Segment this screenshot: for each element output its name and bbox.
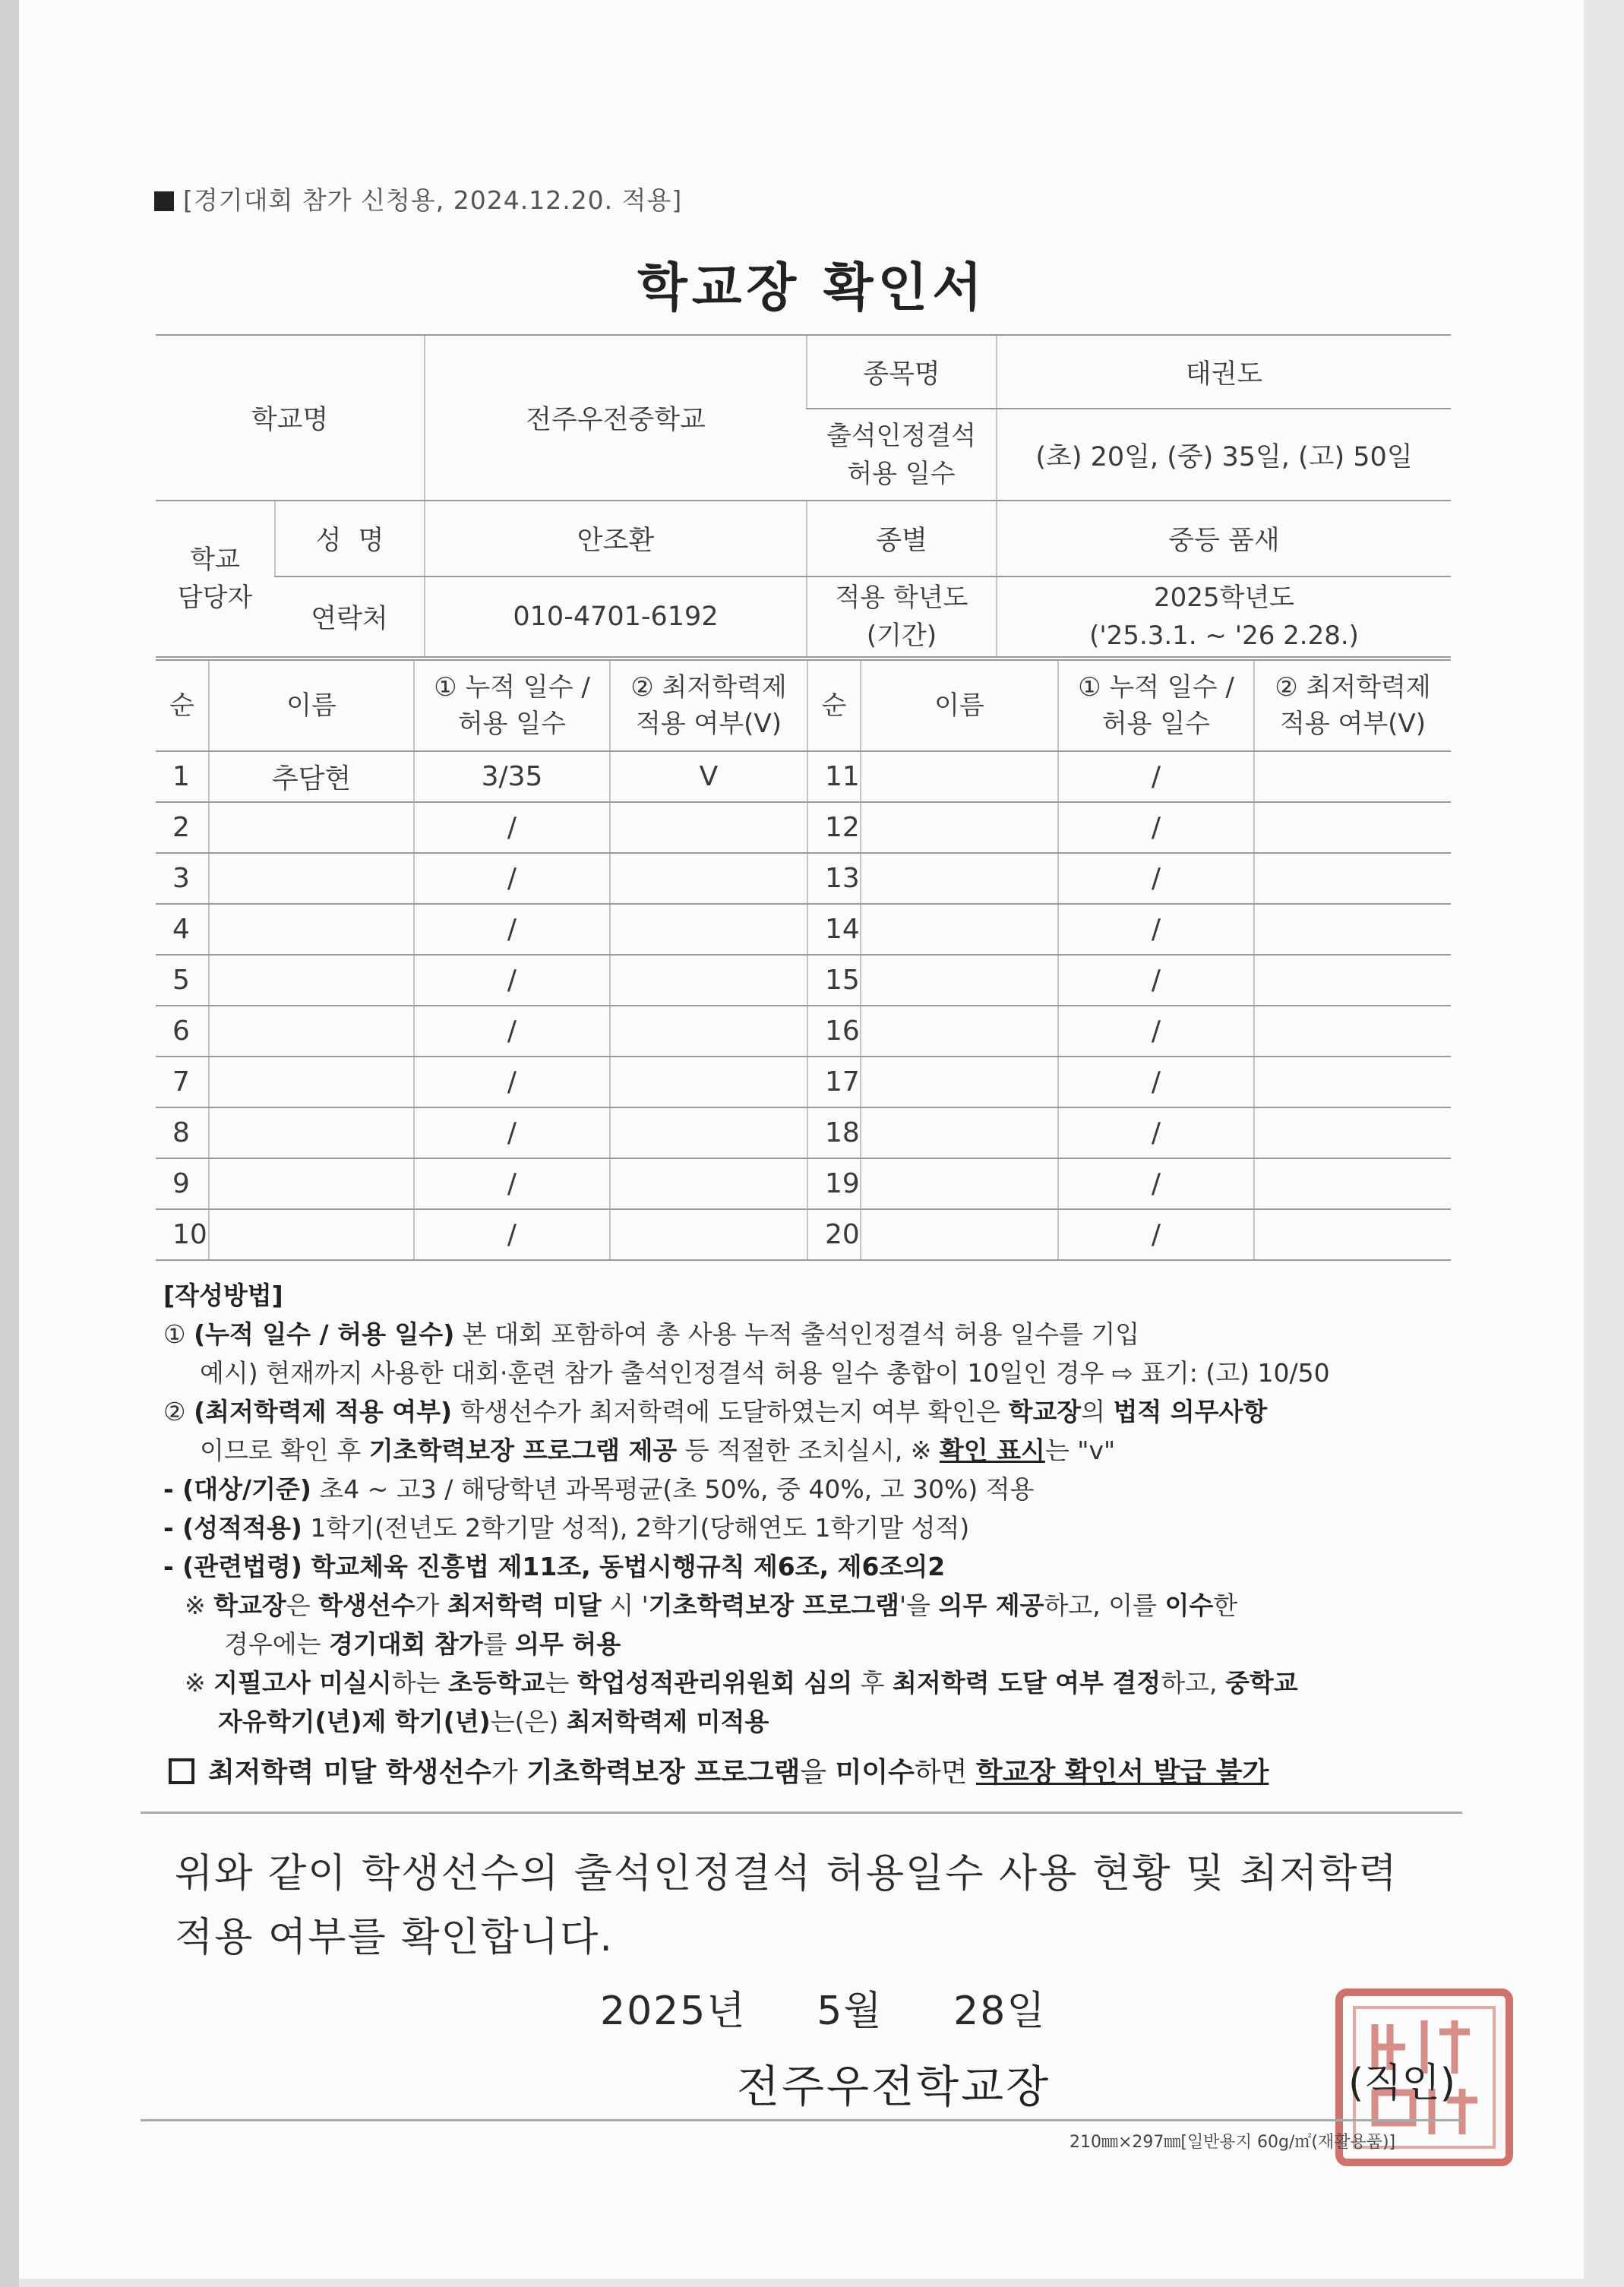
row-no: 6: [156, 1006, 209, 1057]
note-principal-t5: '을: [899, 1590, 939, 1620]
final-notice-t2: 을: [800, 1757, 836, 1788]
row-name-2: [861, 955, 1058, 1006]
row-min-2: [1254, 1107, 1451, 1158]
row-min-2: [1254, 1006, 1451, 1057]
row-days-2: /: [1058, 1209, 1254, 1260]
table-row: [156, 1006, 1451, 1057]
row-name: [209, 955, 414, 1006]
row-no-2: 13: [807, 853, 861, 904]
col-days-2-line1: ① 누적 일수 /: [1078, 672, 1234, 703]
col-no-2: 순: [807, 660, 861, 751]
row-days: /: [414, 1057, 610, 1107]
paper-spec-footer: 210㎜×297㎜[일반용지 60g/㎡(재활용품)]: [1070, 2133, 1396, 2152]
row-min-2: [1254, 904, 1451, 955]
instruction-2-cont-t2: 등 적절한 조치실시, ※: [677, 1436, 940, 1465]
row-name: 추담현: [209, 751, 414, 802]
note-exam-b5: 중학교: [1224, 1668, 1298, 1698]
col-min-2-line1: ② 최저학력제: [1275, 672, 1431, 703]
checkbox-arrow-icon: [169, 1758, 194, 1784]
col-days-line2: 허용 일수: [457, 709, 567, 739]
note-exam: [163, 1663, 1455, 1702]
note-principal-cont: [163, 1625, 1455, 1663]
row-days: /: [414, 853, 610, 904]
row-min: [610, 1107, 807, 1158]
note-exam-cont-b1: 자유학기(년)제 학기(년): [218, 1707, 491, 1736]
col-days: [414, 660, 610, 751]
row-days: /: [414, 1158, 610, 1209]
row-min: [610, 1209, 807, 1260]
instruction-target-bold: - (대상/기준): [163, 1474, 311, 1504]
school-value: 전주우전중학교: [425, 335, 807, 501]
table-row: [156, 955, 1451, 1006]
final-notice-t1: 가: [491, 1757, 527, 1788]
row-min: [610, 1158, 807, 1209]
year-value-line2: ('25.3.1. ~ '26 2.28.): [1089, 621, 1359, 651]
final-notice-b3: 미이수: [835, 1757, 915, 1788]
manager-label-line2: 담당자: [177, 583, 253, 613]
background-edge: [0, 0, 19, 2287]
row-name-2: [861, 904, 1058, 955]
final-notice: [169, 1751, 1269, 1789]
row-name: [209, 1006, 414, 1057]
row-name-2: [861, 751, 1058, 802]
note-exam-t1: ※: [185, 1668, 214, 1698]
note-principal-t4: 시 ': [601, 1590, 649, 1620]
row-min-2: [1254, 1158, 1451, 1209]
instruction-2-cont-t3: 는 "v": [1044, 1436, 1116, 1465]
absence-label: [807, 409, 997, 501]
instruction-target: [163, 1470, 1455, 1508]
note-principal-b6: 이수: [1164, 1590, 1214, 1620]
instruction-2-text: 학생선수가 최저학력에 도달하였는지 여부 확인은: [452, 1397, 1009, 1426]
row-no-2: 12: [807, 802, 861, 853]
row-days-2: /: [1058, 853, 1254, 904]
contact-label: 연락처: [275, 576, 425, 657]
table-row: [156, 1209, 1451, 1260]
note-principal-cont-t1: 경우에는: [224, 1629, 330, 1659]
row-no: 4: [156, 904, 209, 955]
row-days-2: /: [1058, 751, 1254, 802]
absence-value: (초) 20일, (중) 35일, (고) 50일: [997, 409, 1451, 501]
table-row: [156, 853, 1451, 904]
final-notice-b2: 기초학력보장 프로그램: [526, 1757, 801, 1788]
name-label: 성 명: [275, 501, 425, 576]
row-name-2: [861, 1006, 1058, 1057]
final-notice-b4: 학교장 확인서 발급 불가: [975, 1757, 1269, 1788]
instructions-heading: [작성방법]: [163, 1281, 283, 1310]
col-name-2: 이름: [861, 660, 1058, 751]
category-value: 중등 품새: [997, 501, 1451, 576]
table-row: [156, 802, 1451, 853]
table-row: [156, 1158, 1451, 1209]
form-usage-note: [154, 181, 682, 216]
note-principal-b1: 학교장: [213, 1590, 286, 1620]
statement-line1: 위와 같이 학생선수의 출석인정결석 허용일수 사용 현황 및 최저학력: [175, 1851, 1398, 1897]
confirmation-statement: [175, 1842, 1466, 1970]
student-table: [156, 659, 1451, 1261]
row-name-2: [861, 1158, 1058, 1209]
instruction-2-cont-b1: 기초학력보장 프로그램 제공: [368, 1436, 678, 1465]
table-row: [156, 1057, 1451, 1107]
note-principal-cont-b2: 의무 허용: [515, 1629, 621, 1659]
school-info-table: [156, 334, 1451, 658]
note-principal-b2: 학생선수: [318, 1590, 415, 1620]
year-label-line2: (기간): [866, 621, 937, 651]
contact-value: 010-4701-6192: [425, 576, 807, 657]
seal-label: (직인): [1348, 2061, 1456, 2106]
note-principal: [163, 1586, 1455, 1625]
divider-bottom: [141, 2119, 1462, 2121]
instruction-grades: [163, 1508, 1455, 1547]
row-no: 8: [156, 1107, 209, 1158]
row-no-2: 14: [807, 904, 861, 955]
row-no-2: 18: [807, 1107, 861, 1158]
row-min-2: [1254, 751, 1451, 802]
note-exam-cont-t1: 는(은): [490, 1707, 567, 1736]
divider-top: [141, 1812, 1462, 1814]
row-min: [610, 1006, 807, 1057]
note-principal-t6: 하고, 이를: [1044, 1590, 1165, 1620]
category-label: 종별: [807, 501, 997, 576]
note-principal-b5: 의무 제공: [938, 1590, 1044, 1620]
manager-label-line1: 학교: [190, 545, 240, 575]
row-days-2: /: [1058, 1107, 1254, 1158]
note-principal-b4: 기초학력보장 프로그램: [648, 1590, 900, 1620]
instruction-grades-bold: - (성적적용): [163, 1513, 302, 1543]
note-exam-b3: 학업성적관리위원회 심의: [577, 1668, 853, 1698]
note-principal-cont-b1: 경기대회 참가: [329, 1629, 483, 1659]
row-days: /: [414, 955, 610, 1006]
instruction-1-bold: (누적 일수 / 허용 일수): [194, 1319, 455, 1349]
final-notice-t3: 하면: [914, 1757, 976, 1788]
row-min-2: [1254, 1057, 1451, 1107]
row-days: 3/35: [414, 751, 610, 802]
note-exam-t3: 는: [545, 1668, 577, 1698]
final-notice-b1: 최저학력 미달 학생선수: [208, 1757, 491, 1788]
row-min-2: [1254, 853, 1451, 904]
square-bullet-icon: [154, 191, 174, 211]
row-no: 3: [156, 853, 209, 904]
row-no-2: 20: [807, 1209, 861, 1260]
note-principal-b3: 최저학력 미달: [447, 1590, 602, 1620]
row-min: [610, 904, 807, 955]
circle-2: ②: [163, 1397, 186, 1426]
year-value: [997, 576, 1451, 657]
row-name: [209, 1158, 414, 1209]
note-principal-t1: ※: [185, 1590, 214, 1620]
instruction-2-bold: (최저학력제 적용 여부): [194, 1397, 453, 1426]
row-min-2: [1254, 955, 1451, 1006]
row-min: [610, 853, 807, 904]
row-min-2: [1254, 802, 1451, 853]
row-min: [610, 955, 807, 1006]
row-no: 1: [156, 751, 209, 802]
instruction-1-example: 예시) 현재까지 사용한 대회·훈련 참가 출석인정결석 허용 일수 총합이 10일인 경우 ⇨ 표기: (고) 10/50: [200, 1358, 1330, 1388]
instruction-2-cont-b2: 확인 표시: [939, 1436, 1045, 1465]
row-min-2: [1254, 1209, 1451, 1260]
row-days-2: /: [1058, 1158, 1254, 1209]
row-no-2: 15: [807, 955, 861, 1006]
absence-label-line2: 허용 일수: [847, 458, 956, 489]
row-days-2: /: [1058, 955, 1254, 1006]
table-row: [156, 1107, 1451, 1158]
year-label-line1: 적용 학년도: [835, 583, 968, 613]
col-min-2: [1254, 660, 1451, 751]
issue-date: 2025년 5월 28일: [600, 1988, 1047, 2034]
row-days-2: /: [1058, 802, 1254, 853]
sport-label: 종목명: [807, 335, 997, 409]
note-exam-t2: 하는: [391, 1668, 449, 1698]
instruction-2-b3: 법적 의무사항: [1113, 1397, 1268, 1426]
row-days-2: /: [1058, 1006, 1254, 1057]
year-label: [807, 576, 997, 657]
row-days-2: /: [1058, 904, 1254, 955]
col-days-2: [1058, 660, 1254, 751]
statement-line2: 적용 여부를 확인합니다.: [175, 1915, 614, 1960]
note-exam-t5: 하고,: [1161, 1668, 1225, 1698]
row-name: [209, 1057, 414, 1107]
note-exam-b2: 초등학교: [448, 1668, 545, 1698]
row-no: 2: [156, 802, 209, 853]
row-no: 10: [156, 1209, 209, 1260]
instruction-1-text: 본 대회 포함하여 총 사용 누적 출석인정결석 허용 일수를 기입: [454, 1319, 1140, 1349]
note-exam-b4: 최저학력 도달 여부 결정: [892, 1668, 1161, 1698]
table-row: [156, 751, 1451, 802]
school-label: 학교명: [156, 335, 425, 501]
instruction-target-text: 초4 ~ 고3 / 해당학년 과목평균(초 50%, 중 40%, 고 30%) 적용: [311, 1474, 1035, 1504]
instruction-grades-text: 1학기(전년도 2학기말 성적), 2학기(당해연도 1학기말 성적): [302, 1513, 970, 1543]
form-usage-note-text: [경기대회 참가 신청용, 2024.12.20. 적용]: [183, 185, 683, 215]
instruction-2: [163, 1392, 1455, 1431]
row-name-2: [861, 1107, 1058, 1158]
col-min-line2: 적용 여부(V): [636, 709, 782, 739]
note-principal-t2: 은: [286, 1590, 319, 1620]
row-no-2: 19: [807, 1158, 861, 1209]
circle-1: ①: [163, 1319, 186, 1349]
instruction-2-b2: 학교장: [1008, 1397, 1082, 1426]
col-min-line1: ② 최저학력제: [630, 672, 787, 703]
row-days: /: [414, 1107, 610, 1158]
col-days-2-line2: 허용 일수: [1101, 709, 1211, 739]
col-no: 순: [156, 660, 209, 751]
row-name: [209, 802, 414, 853]
note-exam-cont: [163, 1702, 1455, 1741]
note-principal-t7: 한: [1213, 1590, 1238, 1620]
row-no-2: 17: [807, 1057, 861, 1107]
row-no: 9: [156, 1158, 209, 1209]
instructions: [163, 1276, 1455, 1741]
name-value: 안조환: [425, 501, 807, 576]
instruction-2-cont-t1: 이므로 확인 후: [200, 1436, 369, 1465]
row-days: /: [414, 802, 610, 853]
note-exam-b1: 지필고사 미실시: [213, 1668, 392, 1698]
row-min: V: [610, 751, 807, 802]
table-row: [156, 904, 1451, 955]
instruction-1: [163, 1315, 1455, 1354]
row-no-2: 16: [807, 1006, 861, 1057]
row-name: [209, 1107, 414, 1158]
sport-value: 태권도: [997, 335, 1451, 409]
instruction-2-t2: 의: [1081, 1397, 1114, 1426]
col-min: [610, 660, 807, 751]
note-exam-t4: 후: [852, 1668, 893, 1698]
absence-label-line1: 출석인정결석: [826, 420, 977, 451]
col-min-2-line2: 적용 여부(V): [1280, 709, 1426, 739]
principal-name: 전주우전학교장: [737, 2061, 1051, 2112]
row-no-2: 11: [807, 751, 861, 802]
instruction-laws: - (관련법령) 학교체육 진흥법 제11조, 동법시행규칙 제6조, 제6조의2: [163, 1552, 946, 1581]
row-name-2: [861, 802, 1058, 853]
row-name-2: [861, 853, 1058, 904]
row-name-2: [861, 1057, 1058, 1107]
row-min: [610, 802, 807, 853]
col-days-line1: ① 누적 일수 /: [434, 672, 590, 703]
student-table-header: [156, 660, 1451, 751]
instruction-2-cont: [163, 1431, 1455, 1470]
note-principal-t3: 가: [415, 1590, 448, 1620]
row-name: [209, 904, 414, 955]
row-name: [209, 853, 414, 904]
note-principal-cont-t2: 를: [482, 1629, 516, 1659]
document-title: 학교장 확인서: [637, 258, 987, 318]
manager-label: [156, 501, 275, 657]
row-days-2: /: [1058, 1057, 1254, 1107]
row-days: /: [414, 1209, 610, 1260]
year-value-line1: 2025학년도: [1153, 583, 1295, 613]
row-days: /: [414, 904, 610, 955]
row-min: [610, 1057, 807, 1107]
col-name: 이름: [209, 660, 414, 751]
note-exam-cont-b2: 최저학력제 미적용: [566, 1707, 769, 1736]
row-name-2: [861, 1209, 1058, 1260]
row-no: 7: [156, 1057, 209, 1107]
row-no: 5: [156, 955, 209, 1006]
row-name: [209, 1209, 414, 1260]
row-days: /: [414, 1006, 610, 1057]
